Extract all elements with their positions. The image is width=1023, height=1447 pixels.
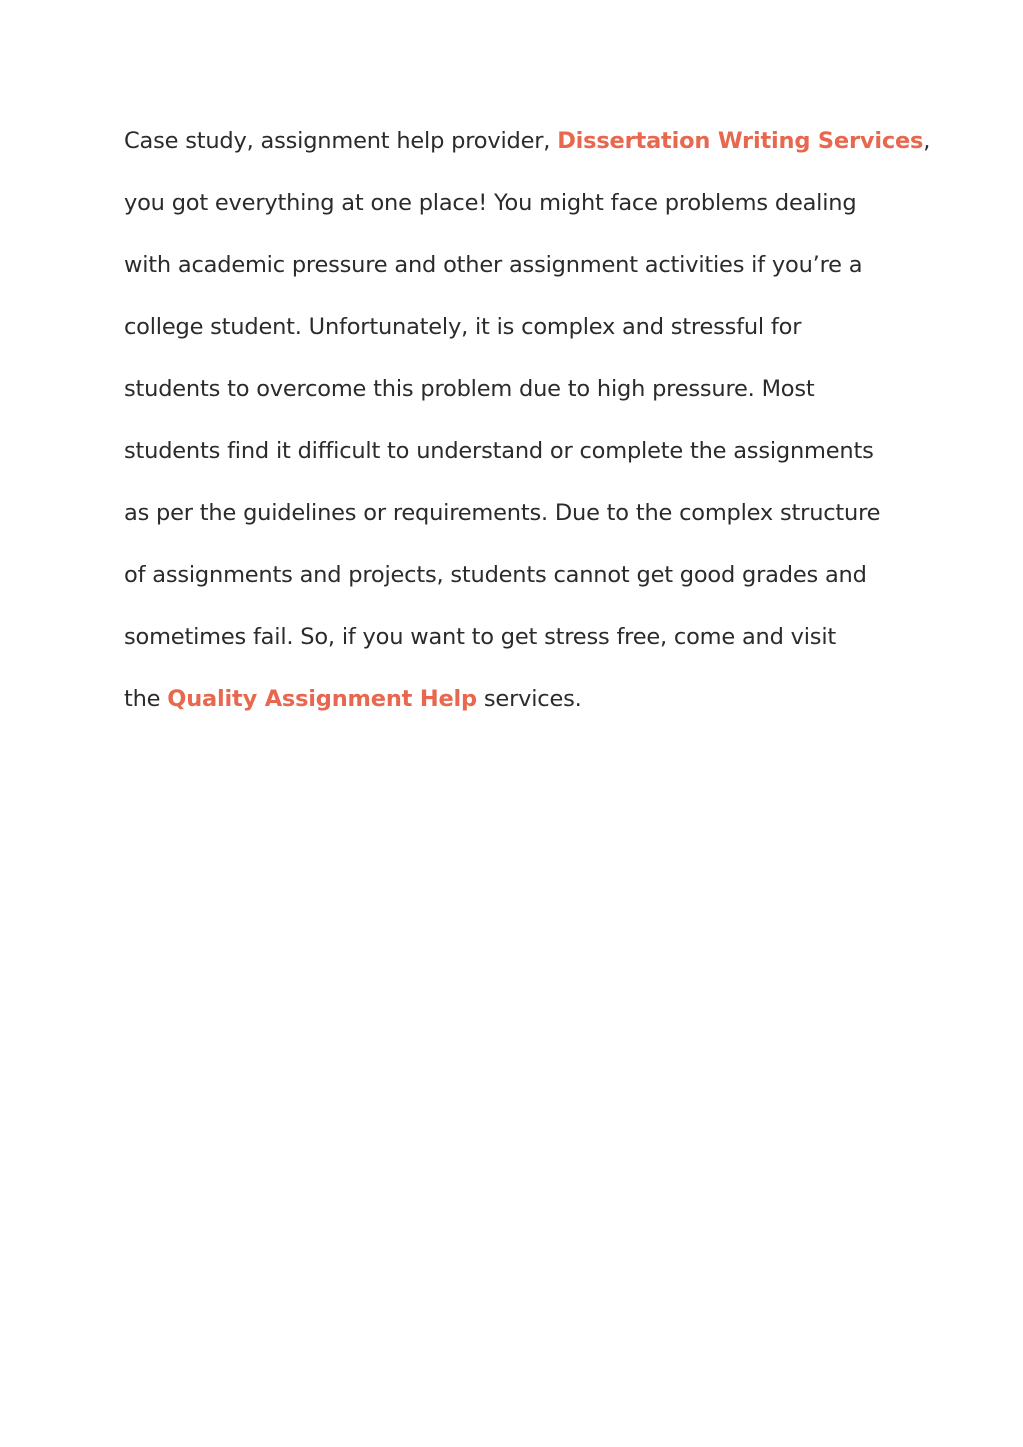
text-line-8: of assignments and projects, students cannot get good grades and bbox=[124, 562, 867, 588]
text-line-9: sometimes fail. So, if you want to get stress free, come and visit bbox=[124, 624, 837, 650]
text-line-3: with academic pressure and other assignment activities if you’re a bbox=[124, 252, 863, 278]
body-paragraph bbox=[124, 110, 931, 730]
text-line-1 bbox=[124, 110, 931, 172]
text-line-7: as per the guidelines or requirements. Due to the complex structure bbox=[124, 500, 881, 526]
text-segment: services. bbox=[476, 686, 582, 712]
text-line-10 bbox=[124, 668, 924, 730]
text-line-2: you got everything at one place! You might face problems dealing bbox=[124, 190, 857, 216]
dissertation-writing-services-link[interactable]: Dissertation Writing Services bbox=[557, 128, 924, 154]
text-line-5: students to overcome this problem due to high pressure. Most bbox=[124, 376, 815, 402]
text-line-4: college student. Unfortunately, it is complex and stressful for bbox=[124, 314, 802, 340]
quality-assignment-help-link[interactable]: Quality Assignment Help bbox=[167, 686, 477, 712]
text-segment: Case study, assignment help provider, bbox=[124, 128, 558, 154]
text-line-6: students find it difficult to understand or complete the assignments bbox=[124, 438, 874, 464]
text-segment: the bbox=[124, 686, 168, 712]
text-segment: , bbox=[923, 128, 931, 154]
